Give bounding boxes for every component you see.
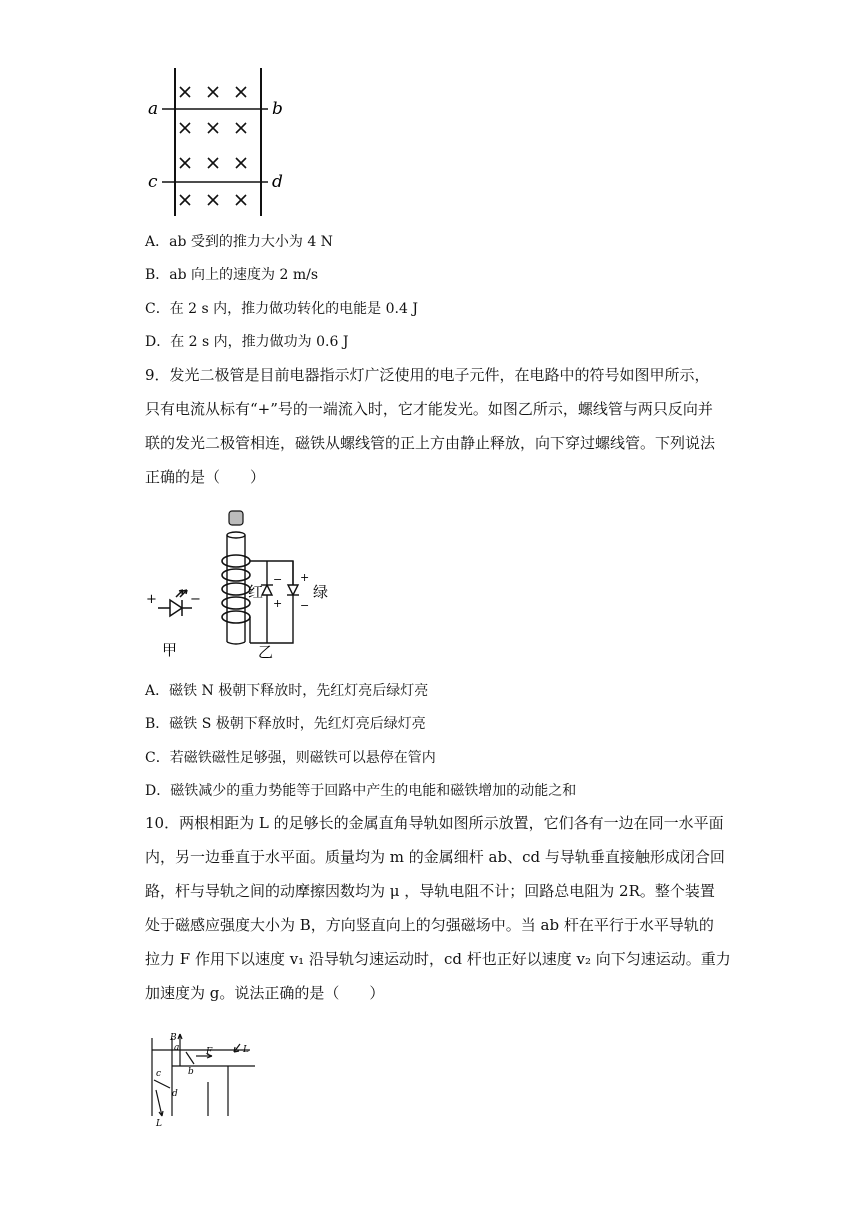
- q9-line: 9．发光二极管是目前电器指示灯广泛使用的电子元件，在电路中的符号如图甲所示，: [145, 366, 710, 384]
- q10-line: 处于磁感应强度大小为 B，方向竖直向上的匀强磁场中。当 ab 杆在平行于水平导轨的: [145, 916, 714, 934]
- label-c: c: [148, 172, 158, 192]
- label-L2: L: [156, 1119, 162, 1129]
- q8-option-a: A．ab 受到的推力大小为 4 N: [145, 234, 333, 250]
- led-minus: −: [190, 592, 201, 607]
- q10-question: [145, 806, 731, 1010]
- led-symbol: [158, 590, 192, 616]
- label-B: B: [170, 1033, 177, 1043]
- q9-led-solenoid-figure: [140, 505, 340, 665]
- label-a: a: [174, 1043, 180, 1053]
- label-L1: L: [243, 1045, 249, 1055]
- q8-option-c: C．在 2 s 内，推力做功转化的电能是 0.4 J: [145, 301, 418, 317]
- q10-line: 内，另一边垂直于水平面。质量均为 m 的金属细杆 ab、cd 与导轨垂直接触形成闭合回: [145, 848, 725, 866]
- label-green: 绿: [313, 583, 329, 601]
- q9-option-a: A．磁铁 N 极朝下释放时，先红灯亮后绿灯亮: [145, 683, 429, 699]
- q9-question: [145, 358, 720, 494]
- q9-line: 正确的是（ ）: [145, 468, 266, 486]
- label-b: b: [188, 1067, 194, 1077]
- q10-rails-figure: [140, 1030, 265, 1130]
- solenoid-coil: [222, 555, 250, 623]
- q8-option-d: D．在 2 s 内，推力做功为 0.6 J: [145, 334, 349, 350]
- magnet: [229, 511, 243, 525]
- label-d: d: [272, 172, 283, 192]
- label-b: b: [272, 99, 283, 119]
- q9-option-d: D．磁铁减少的重力势能等于回路中产生的电能和磁铁增加的动能之和: [145, 783, 577, 799]
- q10-line: 路，杆与导轨之间的动摩擦因数均为 μ ，导轨电阻不计；回路总电阻为 2R。整个装置: [145, 882, 715, 900]
- label-a: a: [148, 99, 159, 119]
- red-plus: +: [273, 597, 283, 610]
- rails: [152, 1034, 255, 1116]
- q9-option-b: B．磁铁 S 极朝下释放时，先红灯亮后绿灯亮: [145, 716, 426, 732]
- q8-field-figure: [140, 62, 300, 222]
- solenoid-tube: [227, 532, 245, 644]
- red-minus: −: [273, 573, 283, 586]
- q8-option-b: B．ab 向上的速度为 2 m/s: [145, 267, 319, 283]
- label-red: 红: [248, 583, 264, 601]
- q9-option-c: C．若磁铁磁性足够强，则磁铁可以悬停在管内: [145, 750, 436, 766]
- q10-line: 10．两根相距为 L 的足够长的金属直角导轨如图所示放置，它们各有一边在同一水平面: [145, 814, 724, 832]
- label-jia: 甲: [162, 641, 178, 659]
- q9-line: 只有电流从标有“+”号的一端流入时，它才能发光。如图乙所示，螺线管与两只反向并: [145, 400, 713, 418]
- green-minus: −: [300, 599, 310, 612]
- label-yi: 乙: [258, 643, 274, 661]
- q9-line: 联的发光二极管相连，磁铁从螺线管的正上方由静止释放，向下穿过螺线管。下列说法: [145, 434, 716, 452]
- q10-line: 拉力 F 作用下以速度 v₁ 沿导轨匀速运动时，cd 杆也正好以速度 v₂ 向下匀速运动。重力: [145, 950, 731, 968]
- label-c: c: [156, 1069, 162, 1079]
- q10-line: 加速度为 g。说法正确的是（ ）: [145, 984, 385, 1002]
- label-F: F: [206, 1047, 213, 1057]
- green-plus: +: [300, 571, 310, 584]
- led-plus: +: [146, 592, 157, 607]
- label-d: d: [172, 1089, 178, 1099]
- field-cross-marks: [180, 87, 246, 205]
